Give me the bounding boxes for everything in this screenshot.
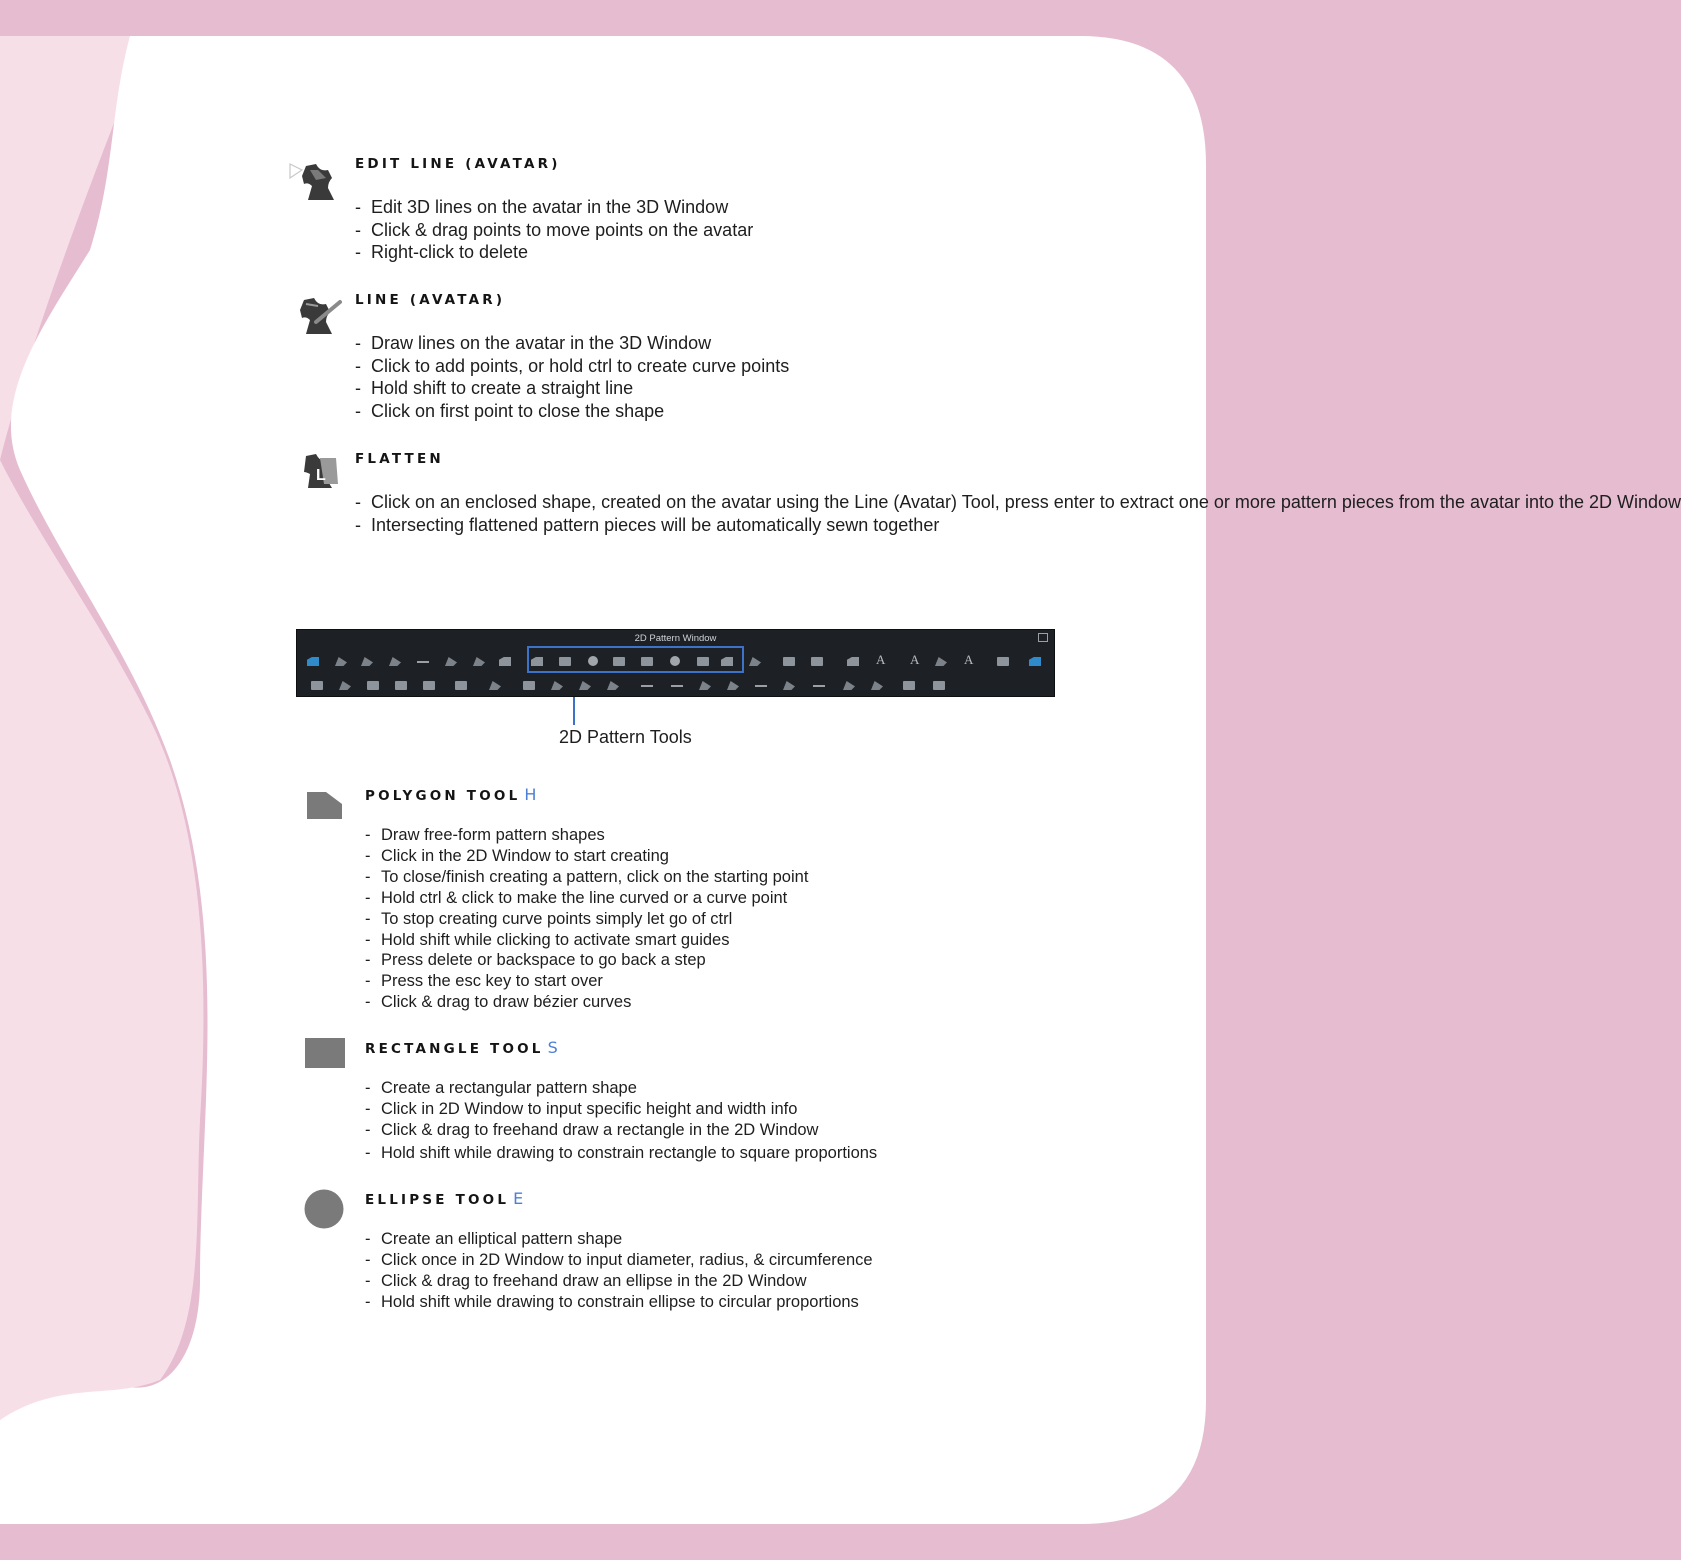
toolbar-tool-icon[interactable] <box>333 653 350 668</box>
hotkey: E <box>513 1189 524 1208</box>
toolbar-tool-icon[interactable] <box>421 677 438 692</box>
list-item: - Intersecting flattened pattern pieces will be automatically sewn together <box>355 514 1065 537</box>
bullet-list <box>365 825 808 1013</box>
toolbar-tool-icon[interactable] <box>309 677 326 692</box>
bullet-list <box>365 1078 877 1164</box>
toolbar-tool-icon[interactable] <box>669 677 686 692</box>
list-item: - Click on first point to close the shape <box>355 400 789 423</box>
list-item: - Click & drag to freehand draw an ellipse in the 2D Window <box>365 1271 873 1292</box>
toolbar-tool-icon[interactable] <box>995 653 1012 668</box>
toolbar-tool-icon[interactable] <box>415 653 432 668</box>
expand-icon[interactable] <box>1038 633 1048 642</box>
tool-name: POLYGON TOOL <box>365 788 521 804</box>
list-item: - Click & drag to draw bézier curves <box>365 992 808 1013</box>
list-item: - Click to add points, or hold ctrl to create curve points <box>355 355 789 378</box>
toolbar-tool-icon[interactable] <box>845 653 862 668</box>
toolbar-tool-icon[interactable] <box>697 677 714 692</box>
toolbar-tool-icon[interactable] <box>753 677 770 692</box>
section-title: LINE (AVATAR) <box>355 292 506 308</box>
hotkey: S <box>547 1038 558 1057</box>
list-item: - Create a rectangular pattern shape <box>365 1078 877 1099</box>
list-item: - Click & drag points to move points on the avatar <box>355 219 753 242</box>
list-item: - Draw free-form pattern shapes <box>365 825 808 846</box>
toolbar-tool-icon[interactable] <box>487 677 504 692</box>
toolbar-tool-icon[interactable] <box>931 677 948 692</box>
toolbar-tool-icon[interactable] <box>901 677 918 692</box>
list-item: - Press the esc key to start over <box>365 971 808 992</box>
toolbar-tool-icon[interactable] <box>781 677 798 692</box>
toolbar-tool-icon[interactable] <box>393 677 410 692</box>
toolbar-tool-icon[interactable] <box>521 677 538 692</box>
list-item: - Click in the 2D Window to start creating <box>365 846 808 867</box>
toolbar-title: 2D Pattern Window <box>634 633 717 644</box>
tool-title <box>365 1189 523 1208</box>
bullet-list <box>355 332 789 423</box>
section-title: EDIT LINE (AVATAR) <box>355 156 561 172</box>
bullet-list <box>355 491 1681 536</box>
toolbar-tool-icon[interactable] <box>873 653 890 668</box>
svg-text:L: L <box>316 467 326 484</box>
list-item: - Draw lines on the avatar in the 3D Window <box>355 332 789 355</box>
toolbar-tool-icon[interactable] <box>453 677 470 692</box>
toolbar-tool-icon[interactable] <box>365 677 382 692</box>
toolbar-tool-icon[interactable] <box>809 653 826 668</box>
list-item: - Hold shift while clicking to activate smart guides <box>365 930 808 951</box>
list-item: - To close/finish creating a pattern, click on the starting point <box>365 867 808 888</box>
tool-name: ELLIPSE TOOL <box>365 1192 510 1208</box>
flatten-icon <box>302 452 342 495</box>
list-item: - Click on an enclosed shape, created on the avatar using the Line (Avatar) Tool, press enter to extract one or more pattern pieces from the avatar into the 2D Window <box>355 491 1065 514</box>
toolbar-tool-icon[interactable] <box>443 653 460 668</box>
toolbar-tool-icon[interactable] <box>549 677 566 692</box>
list-item: - Press delete or backspace to go back a step <box>365 950 808 971</box>
callout-line <box>573 697 575 725</box>
pattern-window-toolbar <box>296 629 1055 697</box>
line-avatar-icon <box>298 296 344 343</box>
toolbar-tool-icon[interactable] <box>605 677 622 692</box>
ellipse-icon <box>304 1189 346 1236</box>
tool-title <box>365 1038 558 1057</box>
rectangle-icon <box>304 1037 346 1074</box>
toolbar-tool-icon[interactable] <box>471 653 488 668</box>
toolbar-tool-icon[interactable] <box>747 653 764 668</box>
bullet-list <box>355 196 753 264</box>
list-item: - Create an elliptical pattern shape <box>365 1229 873 1250</box>
list-item: - Right-click to delete <box>355 241 753 264</box>
toolbar-tool-icon[interactable] <box>933 653 950 668</box>
toolbar-tool-icon[interactable] <box>961 653 978 668</box>
toolbar-tool-icon[interactable] <box>639 677 656 692</box>
toolbar-tool-icon[interactable] <box>725 677 742 692</box>
bullet-list <box>365 1229 873 1313</box>
toolbar-tool-icon[interactable] <box>359 653 376 668</box>
polygon-icon <box>306 790 344 825</box>
edit-line-avatar-icon <box>288 160 344 209</box>
list-item: - Hold shift while drawing to constrain rectangle to square proportions <box>365 1143 877 1164</box>
list-item: - Click in 2D Window to input specific height and width info <box>365 1099 877 1120</box>
toolbar-tool-icon[interactable] <box>841 677 858 692</box>
list-item: - Hold ctrl & click to make the line curved or a curve point <box>365 888 808 909</box>
toolbar-tool-icon[interactable] <box>907 653 924 668</box>
tool-title <box>365 785 536 804</box>
section-title: FLATTEN <box>355 451 444 467</box>
toolbar-tool-icon[interactable] <box>781 653 798 668</box>
list-item: - To stop creating curve points simply let go of ctrl <box>365 909 808 930</box>
callout-label: 2D Pattern Tools <box>559 727 692 747</box>
toolbar-tool-icon[interactable] <box>305 653 322 668</box>
list-item: - Click & drag to freehand draw a rectangle in the 2D Window <box>365 1120 877 1141</box>
toolbar-row <box>305 675 1048 695</box>
toolbar-tool-icon[interactable] <box>497 653 514 668</box>
list-item: - Hold shift while drawing to constrain ellipse to circular proportions <box>365 1292 873 1313</box>
toolbar-tool-icon[interactable] <box>869 677 886 692</box>
list-item: - Hold shift to create a straight line <box>355 377 789 400</box>
pattern-tools-highlight <box>527 646 744 673</box>
toolbar-tool-icon[interactable] <box>577 677 594 692</box>
list-item: - Click once in 2D Window to input diameter, radius, & circumference <box>365 1250 873 1271</box>
toolbar-tool-icon[interactable] <box>387 653 404 668</box>
hotkey: H <box>524 785 537 804</box>
toolbar-tool-icon[interactable] <box>811 677 828 692</box>
list-item: - Edit 3D lines on the avatar in the 3D Window <box>355 196 753 219</box>
toolbar-tool-icon[interactable] <box>337 677 354 692</box>
tool-name: RECTANGLE TOOL <box>365 1041 544 1057</box>
toolbar-tool-icon[interactable] <box>1027 653 1044 668</box>
